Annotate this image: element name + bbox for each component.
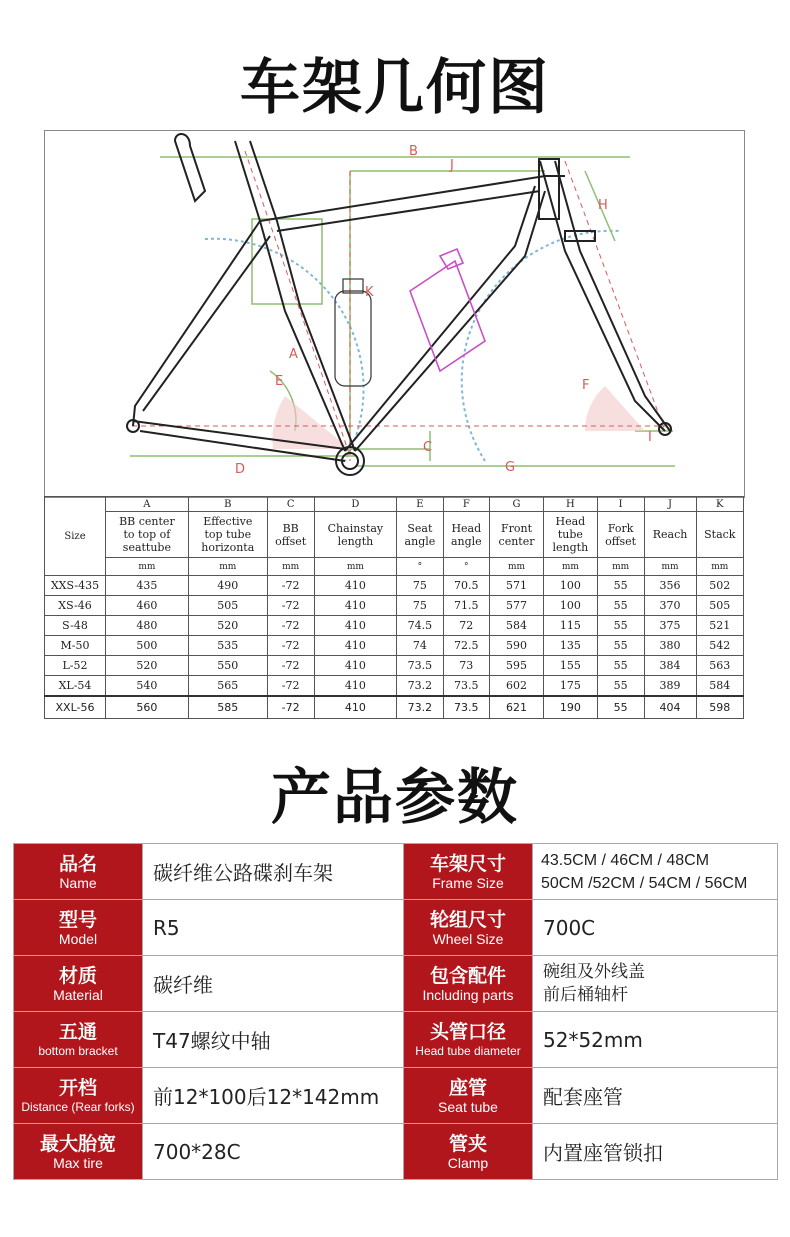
col-g: G (490, 497, 544, 512)
description-cell (696, 512, 743, 558)
description-line: Fork (607, 521, 634, 535)
geometry-body (45, 576, 744, 719)
size-header: Size (45, 497, 106, 576)
unit-cell: mm (644, 558, 696, 576)
label-b: B (409, 144, 418, 159)
label-d: D (235, 462, 246, 477)
value-cell: 502 (696, 576, 743, 596)
unit-cell: ° (397, 558, 443, 576)
tire-label: 最大胎宽 Max tire (14, 1124, 143, 1180)
params-title: 产品参数 (271, 763, 519, 833)
model-value: R5 (143, 900, 404, 956)
description-line: tube (557, 528, 583, 541)
description-line: length (337, 534, 374, 548)
value-cell: 480 (106, 616, 189, 636)
col-k: K (696, 497, 743, 512)
value-cell: 384 (644, 656, 696, 676)
unit-cell: mm (696, 558, 743, 576)
col-e: E (397, 497, 443, 512)
value-cell: 520 (188, 616, 267, 636)
unit-cell: mm (597, 558, 644, 576)
value-cell: 602 (490, 676, 544, 697)
spacing-label: 开档 Distance (Rear forks) (14, 1068, 143, 1124)
head-tube-value: 52*52mm (533, 1012, 778, 1068)
col-j: J (644, 497, 696, 512)
value-cell: 356 (644, 576, 696, 596)
value-cell: 55 (597, 616, 644, 636)
table-row (45, 696, 744, 719)
value-cell: 505 (188, 596, 267, 616)
description-line: Stack (704, 528, 736, 541)
description-row (45, 512, 744, 558)
label-g: G (505, 460, 516, 475)
description-line: Head (555, 515, 586, 528)
label-e: E (275, 374, 284, 389)
description-cell (544, 512, 598, 558)
description-cell (397, 512, 443, 558)
material-label: 材质 Material (14, 956, 143, 1012)
value-cell: 584 (490, 616, 544, 636)
size-cell: XS-46 (45, 596, 106, 616)
bb-label: 五通 bottom bracket (14, 1012, 143, 1068)
letter-row (45, 497, 744, 512)
value-cell: -72 (267, 656, 314, 676)
tire-value: 700*28C (143, 1124, 404, 1180)
front-bottle (410, 249, 485, 371)
table-row (45, 656, 744, 676)
table-row (45, 576, 744, 596)
col-c: C (267, 497, 314, 512)
frame-size-label: 车架尺寸 Frame Size (404, 844, 533, 900)
description-line: Reach (652, 528, 688, 541)
value-cell: 621 (490, 696, 544, 719)
value-cell: 55 (597, 656, 644, 676)
value-cell: 75 (397, 576, 443, 596)
value-cell: -72 (267, 696, 314, 719)
geometry-table (44, 496, 744, 719)
value-cell: 490 (188, 576, 267, 596)
value-cell: 72 (443, 616, 489, 636)
spec-row-tire (14, 1124, 778, 1180)
value-cell: 521 (696, 616, 743, 636)
value-cell: 500 (106, 636, 189, 656)
unit-cell: mm (267, 558, 314, 576)
label-i: I (648, 430, 652, 445)
label-j: J (450, 158, 454, 173)
description-line: Front (501, 521, 533, 535)
table-row (45, 636, 744, 656)
table-row (45, 616, 744, 636)
value-cell: 72.5 (443, 636, 489, 656)
description-cell (490, 512, 544, 558)
value-cell: 71.5 (443, 596, 489, 616)
col-f: F (443, 497, 489, 512)
value-cell: 100 (544, 596, 598, 616)
size-cell: XXS-435 (45, 576, 106, 596)
description-line: BB (282, 521, 299, 535)
label-a: A (289, 347, 298, 362)
parts-value: 碗组及外线盖 前后桶轴杆 (533, 956, 778, 1012)
value-cell: 560 (106, 696, 189, 719)
description-line: horizonta (201, 541, 255, 554)
value-cell: 410 (314, 576, 397, 596)
unit-cell: mm (314, 558, 397, 576)
spec-table (13, 843, 778, 1180)
geometry-title: 车架几何图 (240, 53, 550, 123)
description-line: top tube (204, 528, 252, 541)
description-line: angle (450, 534, 482, 548)
col-h: H (544, 497, 598, 512)
value-cell: 115 (544, 616, 598, 636)
value-cell: 584 (696, 676, 743, 697)
value-cell: 595 (490, 656, 544, 676)
frame-geometry-diagram (44, 130, 745, 498)
unit-cell: mm (544, 558, 598, 576)
value-cell: 190 (544, 696, 598, 719)
size-cell: XL-54 (45, 676, 106, 697)
description-cell (597, 512, 644, 558)
value-cell: 55 (597, 636, 644, 656)
value-cell: 460 (106, 596, 189, 616)
value-cell: 73.2 (397, 696, 443, 719)
value-cell: 505 (696, 596, 743, 616)
value-cell: 410 (314, 636, 397, 656)
value-cell: 389 (644, 676, 696, 697)
value-cell: 55 (597, 596, 644, 616)
value-cell: 410 (314, 656, 397, 676)
clamp-label: 管夹 Clamp (404, 1124, 533, 1180)
head-tube-label: 头管口径 Head tube diameter (404, 1012, 533, 1068)
description-line: Head (451, 521, 482, 535)
description-cell (188, 512, 267, 558)
model-label: 型号 Model (14, 900, 143, 956)
col-d: D (314, 497, 397, 512)
material-value: 碳纤维 (143, 956, 404, 1012)
value-cell: 577 (490, 596, 544, 616)
value-cell: 563 (696, 656, 743, 676)
value-cell: 135 (544, 636, 598, 656)
value-cell: 535 (188, 636, 267, 656)
value-cell: -72 (267, 576, 314, 596)
value-cell: -72 (267, 676, 314, 697)
value-cell: 73.5 (443, 696, 489, 719)
value-cell: 410 (314, 596, 397, 616)
value-cell: 73 (443, 656, 489, 676)
description-cell (443, 512, 489, 558)
value-cell: 410 (314, 696, 397, 719)
table-row (45, 596, 744, 616)
value-cell: 410 (314, 676, 397, 697)
value-cell: 380 (644, 636, 696, 656)
unit-cell: ° (443, 558, 489, 576)
size-cell: L-52 (45, 656, 106, 676)
value-cell: 370 (644, 596, 696, 616)
description-line: Seat (407, 521, 433, 535)
construction-lines (132, 151, 665, 461)
value-cell: 542 (696, 636, 743, 656)
value-cell: 520 (106, 656, 189, 676)
value-cell: 70.5 (443, 576, 489, 596)
value-cell: 585 (188, 696, 267, 719)
value-cell: 155 (544, 656, 598, 676)
head-angle-fill (585, 386, 645, 431)
label-f: F (582, 378, 590, 393)
unit-cell: mm (106, 558, 189, 576)
value-cell: 73.2 (397, 676, 443, 697)
spec-row-name (14, 844, 778, 900)
value-cell: 375 (644, 616, 696, 636)
name-label: 品名 Name (14, 844, 143, 900)
description-line: to top of (123, 528, 171, 541)
value-cell: 75 (397, 596, 443, 616)
description-line: seattube (122, 541, 171, 554)
description-line: Chainstay (327, 521, 384, 535)
name-value: 碳纤维公路碟刹车架 (143, 844, 404, 900)
spacing-value: 前12*100后12*142mm (143, 1068, 404, 1124)
label-c: C (423, 440, 433, 455)
description-line: offset (605, 534, 637, 548)
unit-cell: mm (188, 558, 267, 576)
value-cell: -72 (267, 636, 314, 656)
description-line: length (552, 541, 589, 554)
spec-row-bb (14, 1012, 778, 1068)
col-b: B (188, 497, 267, 512)
value-cell: 175 (544, 676, 598, 697)
value-cell: 571 (490, 576, 544, 596)
size-cell: S-48 (45, 616, 106, 636)
wheel-size-label: 轮组尺寸 Wheel Size (404, 900, 533, 956)
parts-label: 包含配件 Including parts (404, 956, 533, 1012)
description-line: angle (404, 534, 436, 548)
spec-row-material (14, 956, 778, 1012)
value-cell: 590 (490, 636, 544, 656)
spec-row-model (14, 900, 778, 956)
description-line: BB center (119, 515, 175, 528)
unit-cell: mm (490, 558, 544, 576)
value-cell: -72 (267, 616, 314, 636)
size-cell: XXL-56 (45, 696, 106, 719)
table-row (45, 676, 744, 697)
seat-tube-value: 配套座管 (533, 1068, 778, 1124)
value-cell: 73.5 (443, 676, 489, 697)
wheel-size-value: 700C (533, 900, 778, 956)
description-line: offset (275, 534, 307, 548)
value-cell: 404 (644, 696, 696, 719)
value-cell: 73.5 (397, 656, 443, 676)
description-line: Effective (203, 515, 253, 528)
description-cell (644, 512, 696, 558)
value-cell: 100 (544, 576, 598, 596)
description-cell (106, 512, 189, 558)
value-cell: 435 (106, 576, 189, 596)
frame-geometry-drawing (45, 131, 744, 497)
value-cell: -72 (267, 596, 314, 616)
spec-row-spacing (14, 1068, 778, 1124)
col-i: I (597, 497, 644, 512)
label-k: K (365, 285, 374, 300)
col-a: A (106, 497, 189, 512)
size-cell: M-50 (45, 636, 106, 656)
value-cell: 55 (597, 696, 644, 719)
description-cell (267, 512, 314, 558)
units-row (45, 558, 744, 576)
frame-size-value: 43.5CM / 46CM / 48CM 50CM /52CM / 54CM / 56CM (533, 844, 778, 900)
label-h: H (598, 198, 608, 213)
value-cell: 74 (397, 636, 443, 656)
value-cell: 410 (314, 616, 397, 636)
description-cell (314, 512, 397, 558)
value-cell: 540 (106, 676, 189, 697)
description-line: center (498, 534, 535, 548)
bb-value: T47螺纹中轴 (143, 1012, 404, 1068)
value-cell: 74.5 (397, 616, 443, 636)
seat-tube-label: 座管 Seat tube (404, 1068, 533, 1124)
clamp-value: 内置座管锁扣 (533, 1124, 778, 1180)
value-cell: 550 (188, 656, 267, 676)
value-cell: 598 (696, 696, 743, 719)
value-cell: 55 (597, 676, 644, 697)
value-cell: 55 (597, 576, 644, 596)
value-cell: 565 (188, 676, 267, 697)
